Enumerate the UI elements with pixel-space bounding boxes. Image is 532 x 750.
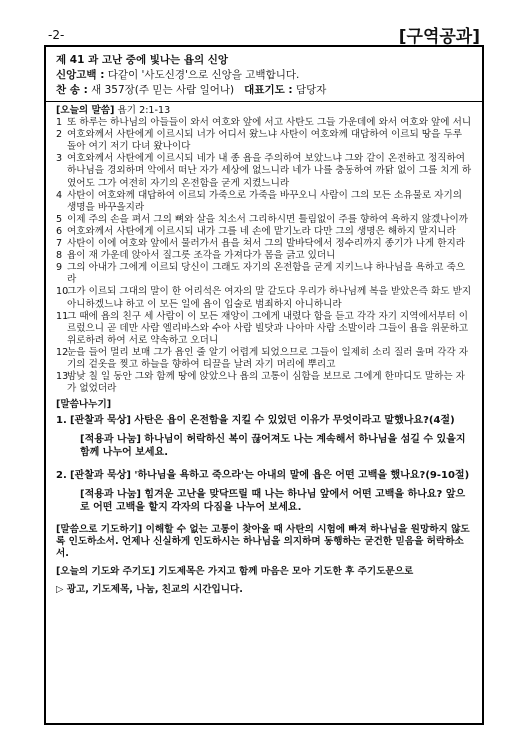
verse-number: 5	[56, 213, 63, 225]
verse-text: 이제 주의 손을 펴서 그의 뼈와 살을 치소서 그리하시면 틀림없이 주를 향하여 욕하지 않겠나이까	[67, 213, 469, 225]
hymn-label: 찬 송 :	[56, 84, 88, 96]
lesson-frame	[44, 45, 484, 725]
lesson-header	[46, 47, 482, 101]
verse-item	[56, 190, 472, 214]
verse-text: 사탄이 이에 여호와 앞에서 물러가서 욥을 쳐서 그의 발바닥에서 정수리까지 종기가 나게 한지라	[67, 238, 466, 250]
verse-text: 그가 이르되 그대의 말이 한 어리석은 여자의 말 같도다 우리가 하나님께 복을 받았은즉 화도 받지 아니하겠느냐 하고 이 모든 일에 욥이 입술로 범죄하지 아니하니라	[67, 286, 472, 310]
verse-number: 6	[56, 225, 63, 237]
application-text: [적용과 나눔] 하나님이 허락하신 복이 끊어져도 나는 계속해서 하나님을 섬길 수 있을지 함께 나누어 보세요.	[80, 434, 466, 459]
discussion-list	[56, 414, 472, 514]
scripture-heading	[56, 105, 472, 117]
verse-item	[56, 311, 472, 347]
verse-item	[56, 262, 472, 286]
verse-number: 10	[56, 286, 69, 298]
verse-text: 여호와께서 사탄에게 이르시되 너가 어디서 왔느냐 사탄이 여호와께 대답하여 이르되 땅을 두루 돌아 여기 저기 다녀 왔나이다	[67, 129, 462, 153]
verse-item	[56, 238, 472, 250]
verse-text: 밤낮 칠 일 동안 그와 함께 땅에 앉았으나 욥의 고통이 심함을 보므로 그에게 한마디도 말하는 자가 없었더라	[67, 371, 465, 395]
verse-number: 9	[56, 262, 63, 274]
verse-number: 3	[56, 153, 63, 165]
question-text: [관찰과 묵상] '하나님을 욕하고 죽으라'는 아내의 말에 욥은 어떤 고백을 했나요?(9-10절)	[70, 470, 470, 482]
verse-item	[56, 250, 472, 262]
verse-text: 여호와께서 사탄에게 이르시되 내가 그를 네 손에 맡기노라 다만 그의 생명은 해하지 말지니라	[67, 225, 456, 237]
verse-item	[56, 286, 472, 310]
verse-item	[56, 117, 472, 129]
scripture-label: [오늘의 말씀]	[56, 105, 115, 116]
application-text: [적용과 나눔] 힘겨운 고난을 맞닥뜨릴 때 나는 하나님 앞에서 어떤 고백을 하나요? 앞으로 어떤 고백을 할지 각자의 다짐을 나누어 보세요.	[80, 489, 466, 514]
verse-text: 여호와께서 사탄에게 이르시되 네가 내 종 욥을 주의하여 보았느냐 그와 같이 온전하고 정직하여 하나님을 경외하며 악에서 떠난 자가 세상에 없느니라 네가 나를 충동하여 까닭 없이 그를 치게 하였어도 그가 여전히 자기의 온전함을 굳게 지켰느니라	[67, 153, 472, 189]
verse-text: 또 하루는 하나님의 아들들이 와서 여호와 앞에 서고 사탄도 그들 가운데에 와서 여호와 앞에 서니	[67, 117, 472, 129]
verse-number: 7	[56, 238, 63, 250]
confession-label: 신앙고백 :	[56, 69, 105, 81]
verse-number: 8	[56, 250, 63, 262]
verse-item	[56, 214, 472, 226]
prayer-text: 담당자	[295, 84, 327, 96]
verse-text: 욥이 재 가운데 앉아서 질그릇 조각을 가져다가 몸을 긁고 있더니	[67, 250, 336, 262]
scripture-section	[46, 102, 482, 596]
verse-text: 그 때에 욥의 친구 세 사람이 이 모든 재앙이 그에게 내렸다 함을 듣고 각각 자기 지역에서부터 이르렀으니 곧 데만 사람 엘리바스와 수아 사람 빌닷과 나아마 사람 소발이라 그들이 욥을 위문하고 위로하려 하여 서로 약속하고 오더니	[67, 310, 469, 346]
scripture-ref: 욥기 2:1-13	[117, 105, 171, 116]
page-number: -2-	[48, 28, 65, 42]
brand-title: [구역공과]	[398, 27, 480, 47]
verse-item	[56, 371, 472, 395]
discussion-label: [말씀나누기]	[56, 399, 112, 411]
closing-notice: ▷ 광고, 기도제목, 나눔, 친교의 시간입니다.	[56, 584, 243, 596]
hymn-row	[56, 83, 472, 98]
closing-prayer: [말씀으로 기도하기] 이해할 수 없는 고통이 찾아올 때 사탄의 시험에 빠져 하나님을 원망하지 않도록 인도하소서. 언제나 신실하게 인도하시는 하나님을 의지하며 동행하는 굳건한 믿음을 허락하소서.	[56, 524, 470, 560]
verse-list	[56, 117, 472, 395]
verse-text: 그의 아내가 그에게 이르되 당신이 그래도 자기의 온전함을 굳게 지키느냐 하나님을 욕하고 죽으라	[67, 262, 466, 286]
prayer-label: 대표기도 :	[244, 84, 293, 96]
verse-number: 11	[56, 310, 69, 322]
verse-item	[56, 153, 472, 189]
confession-text: 다같이 '사도신경'으로 신앙을 고백합니다.	[107, 69, 300, 81]
verse-number: 12	[56, 346, 69, 358]
verse-number: 13	[56, 371, 69, 383]
verse-number: 4	[56, 189, 63, 201]
discussion-question	[56, 414, 472, 427]
lesson-title: 제 41 과 고난 중에 빛나는 욥의 신앙	[56, 54, 229, 66]
verse-item	[56, 129, 472, 153]
verse-text: 눈을 들어 멀리 보매 그가 욥인 줄 알기 어렵게 되었으므로 그들이 일제히 소리 질러 울며 각각 자기의 겉옷을 찢고 하늘을 향하여 티끌을 날려 자기 머리에 뿌리고	[67, 346, 468, 370]
verse-number: 2	[56, 129, 63, 141]
confession-row	[56, 68, 472, 83]
verse-number: 1	[56, 117, 63, 129]
question-text: [관찰과 묵상] 사탄은 욥이 온전함을 지킬 수 있었던 이유가 무엇이라고 말했나요?(4절)	[70, 415, 455, 427]
verse-item	[56, 347, 472, 371]
question-number: 2.	[56, 470, 67, 482]
closing-offering: [오늘의 기도와 주기도] 기도제목은 가지고 함께 마음은 모아 기도한 후 주기도문으로	[56, 566, 414, 578]
verse-item	[56, 226, 472, 238]
question-number: 1.	[56, 415, 67, 427]
discussion-question	[56, 469, 472, 482]
verse-text: 사탄이 여호와께 대답하여 이르되 가죽으로 가죽을 바꾸오니 사람이 그의 모든 소유물로 자기의 생명을 바꾸올지라	[67, 189, 462, 213]
hymn-text: 새 357장(주 믿는 사람 일어나)	[91, 84, 235, 96]
